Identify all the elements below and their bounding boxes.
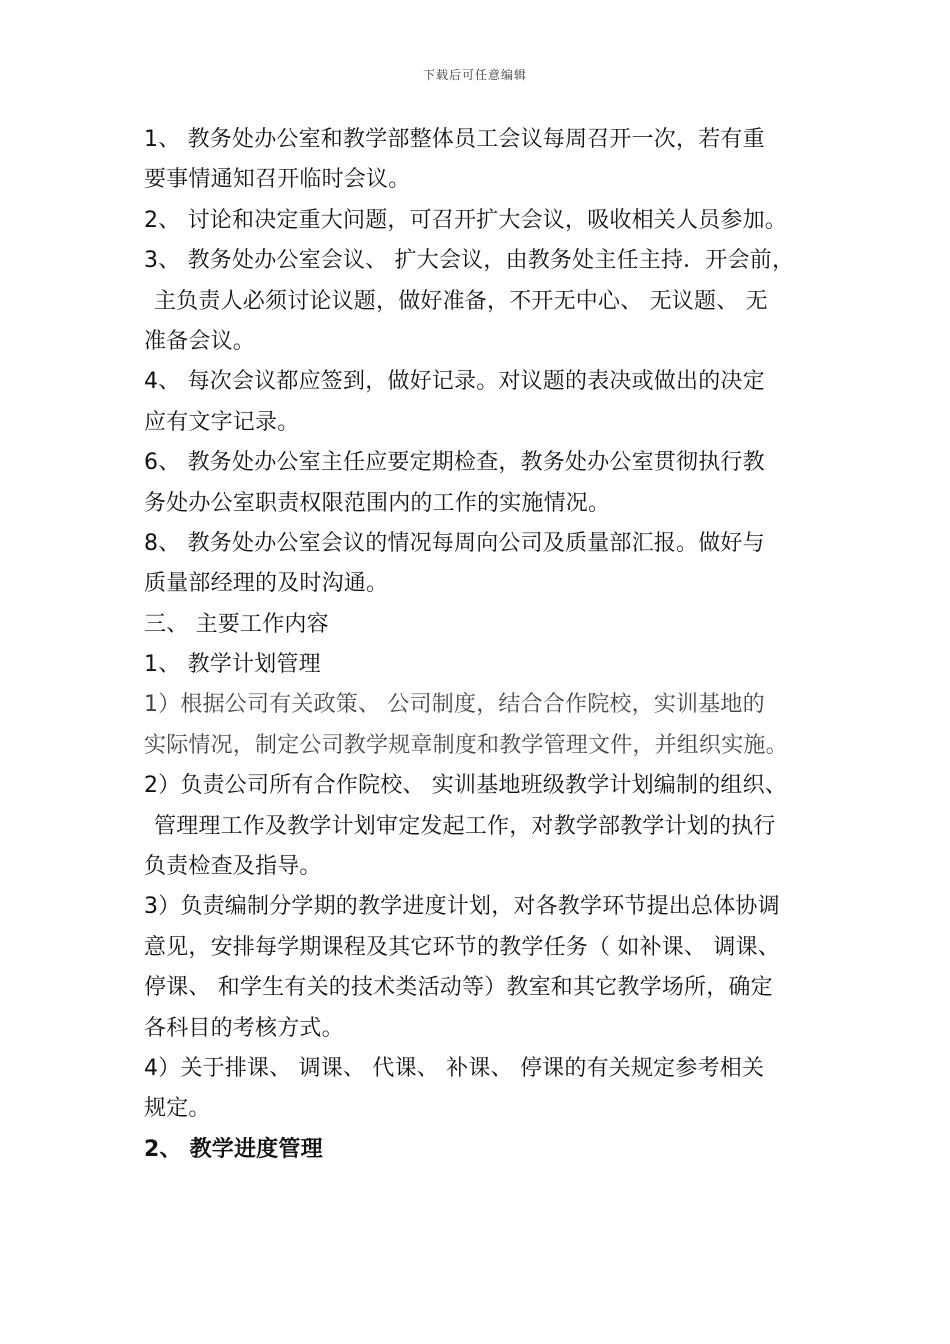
text-line: 要事情通知召开临时会议。 — [144, 167, 411, 193]
subsection-heading: 2、 教学进度管理 — [144, 1136, 323, 1162]
text-line: 8、 教务处办公室会议的情况每周向公司及质量部汇报。做好与 — [144, 530, 765, 556]
text-line: 规定。 — [144, 1096, 211, 1122]
document-body — [144, 120, 824, 1170]
text-line: 主负责人必须讨论议题，做好准备，不开无中心、 无议题、 无 — [154, 288, 768, 314]
text-line: 1、 教务处办公室和教学部整体员工会议每周召开一次，若有重 — [144, 127, 765, 152]
text-line: 各科目的考核方式。 — [144, 1015, 344, 1041]
text-line: 质量部经理的及时沟通。 — [144, 571, 389, 597]
text-line: 务处办公室职责权限范围内的工作的实施情况。 — [144, 490, 611, 516]
text-line: 1）根据公司有关政策、 公司制度，结合合作院校，实训基地的 — [144, 692, 765, 718]
text-line: 负责检查及指导。 — [144, 854, 322, 880]
text-line: 实际情况，制定公司教学规章制度和教学管理文件，并组织实施。 — [144, 732, 788, 758]
text-line: 管理理工作及教学计划审定发起工作，对教学部教学计划的执行 — [154, 813, 776, 839]
text-line: 意见，安排每学期课程及其它环节的教学任务（ 如补课、 调课、 — [144, 934, 780, 960]
text-line: 停课、 和学生有关的技术类活动等）教室和其它教学场所，确定 — [144, 975, 773, 1001]
text-line: 6、 教务处办公室主任应要定期检查，教务处办公室贯彻执行教 — [144, 450, 765, 476]
text-line: 4、 每次会议都应签到，做好记录。对议题的表决或做出的决定 — [144, 369, 765, 395]
text-line: 应有文字记录。 — [144, 409, 300, 435]
text-line: 2）负责公司所有合作院校、 实训基地班级教学计划编制的组织、 — [144, 773, 787, 799]
text-line: 3）负责编制分学期的教学进度计划，对各教学环节提出总体协调 — [144, 894, 780, 920]
text-line: 4）关于排课、 调课、 代课、 补课、 停课的有关规定参考相关 — [144, 1055, 765, 1081]
text-line: 准备会议。 — [144, 328, 256, 354]
text-line: 3、 教务处办公室会议、 扩大会议，由教务处主任主持．开会前， — [144, 248, 795, 274]
text-line: 2、 讨论和决定重大问题，可召开扩大会议，吸收相关人员参加。 — [144, 207, 787, 233]
section-heading: 三、 主要工作内容 — [144, 611, 329, 637]
page-header: 下载后可任意编辑 — [422, 68, 527, 82]
subsection-heading: 1、 教学计划管理 — [144, 652, 321, 678]
